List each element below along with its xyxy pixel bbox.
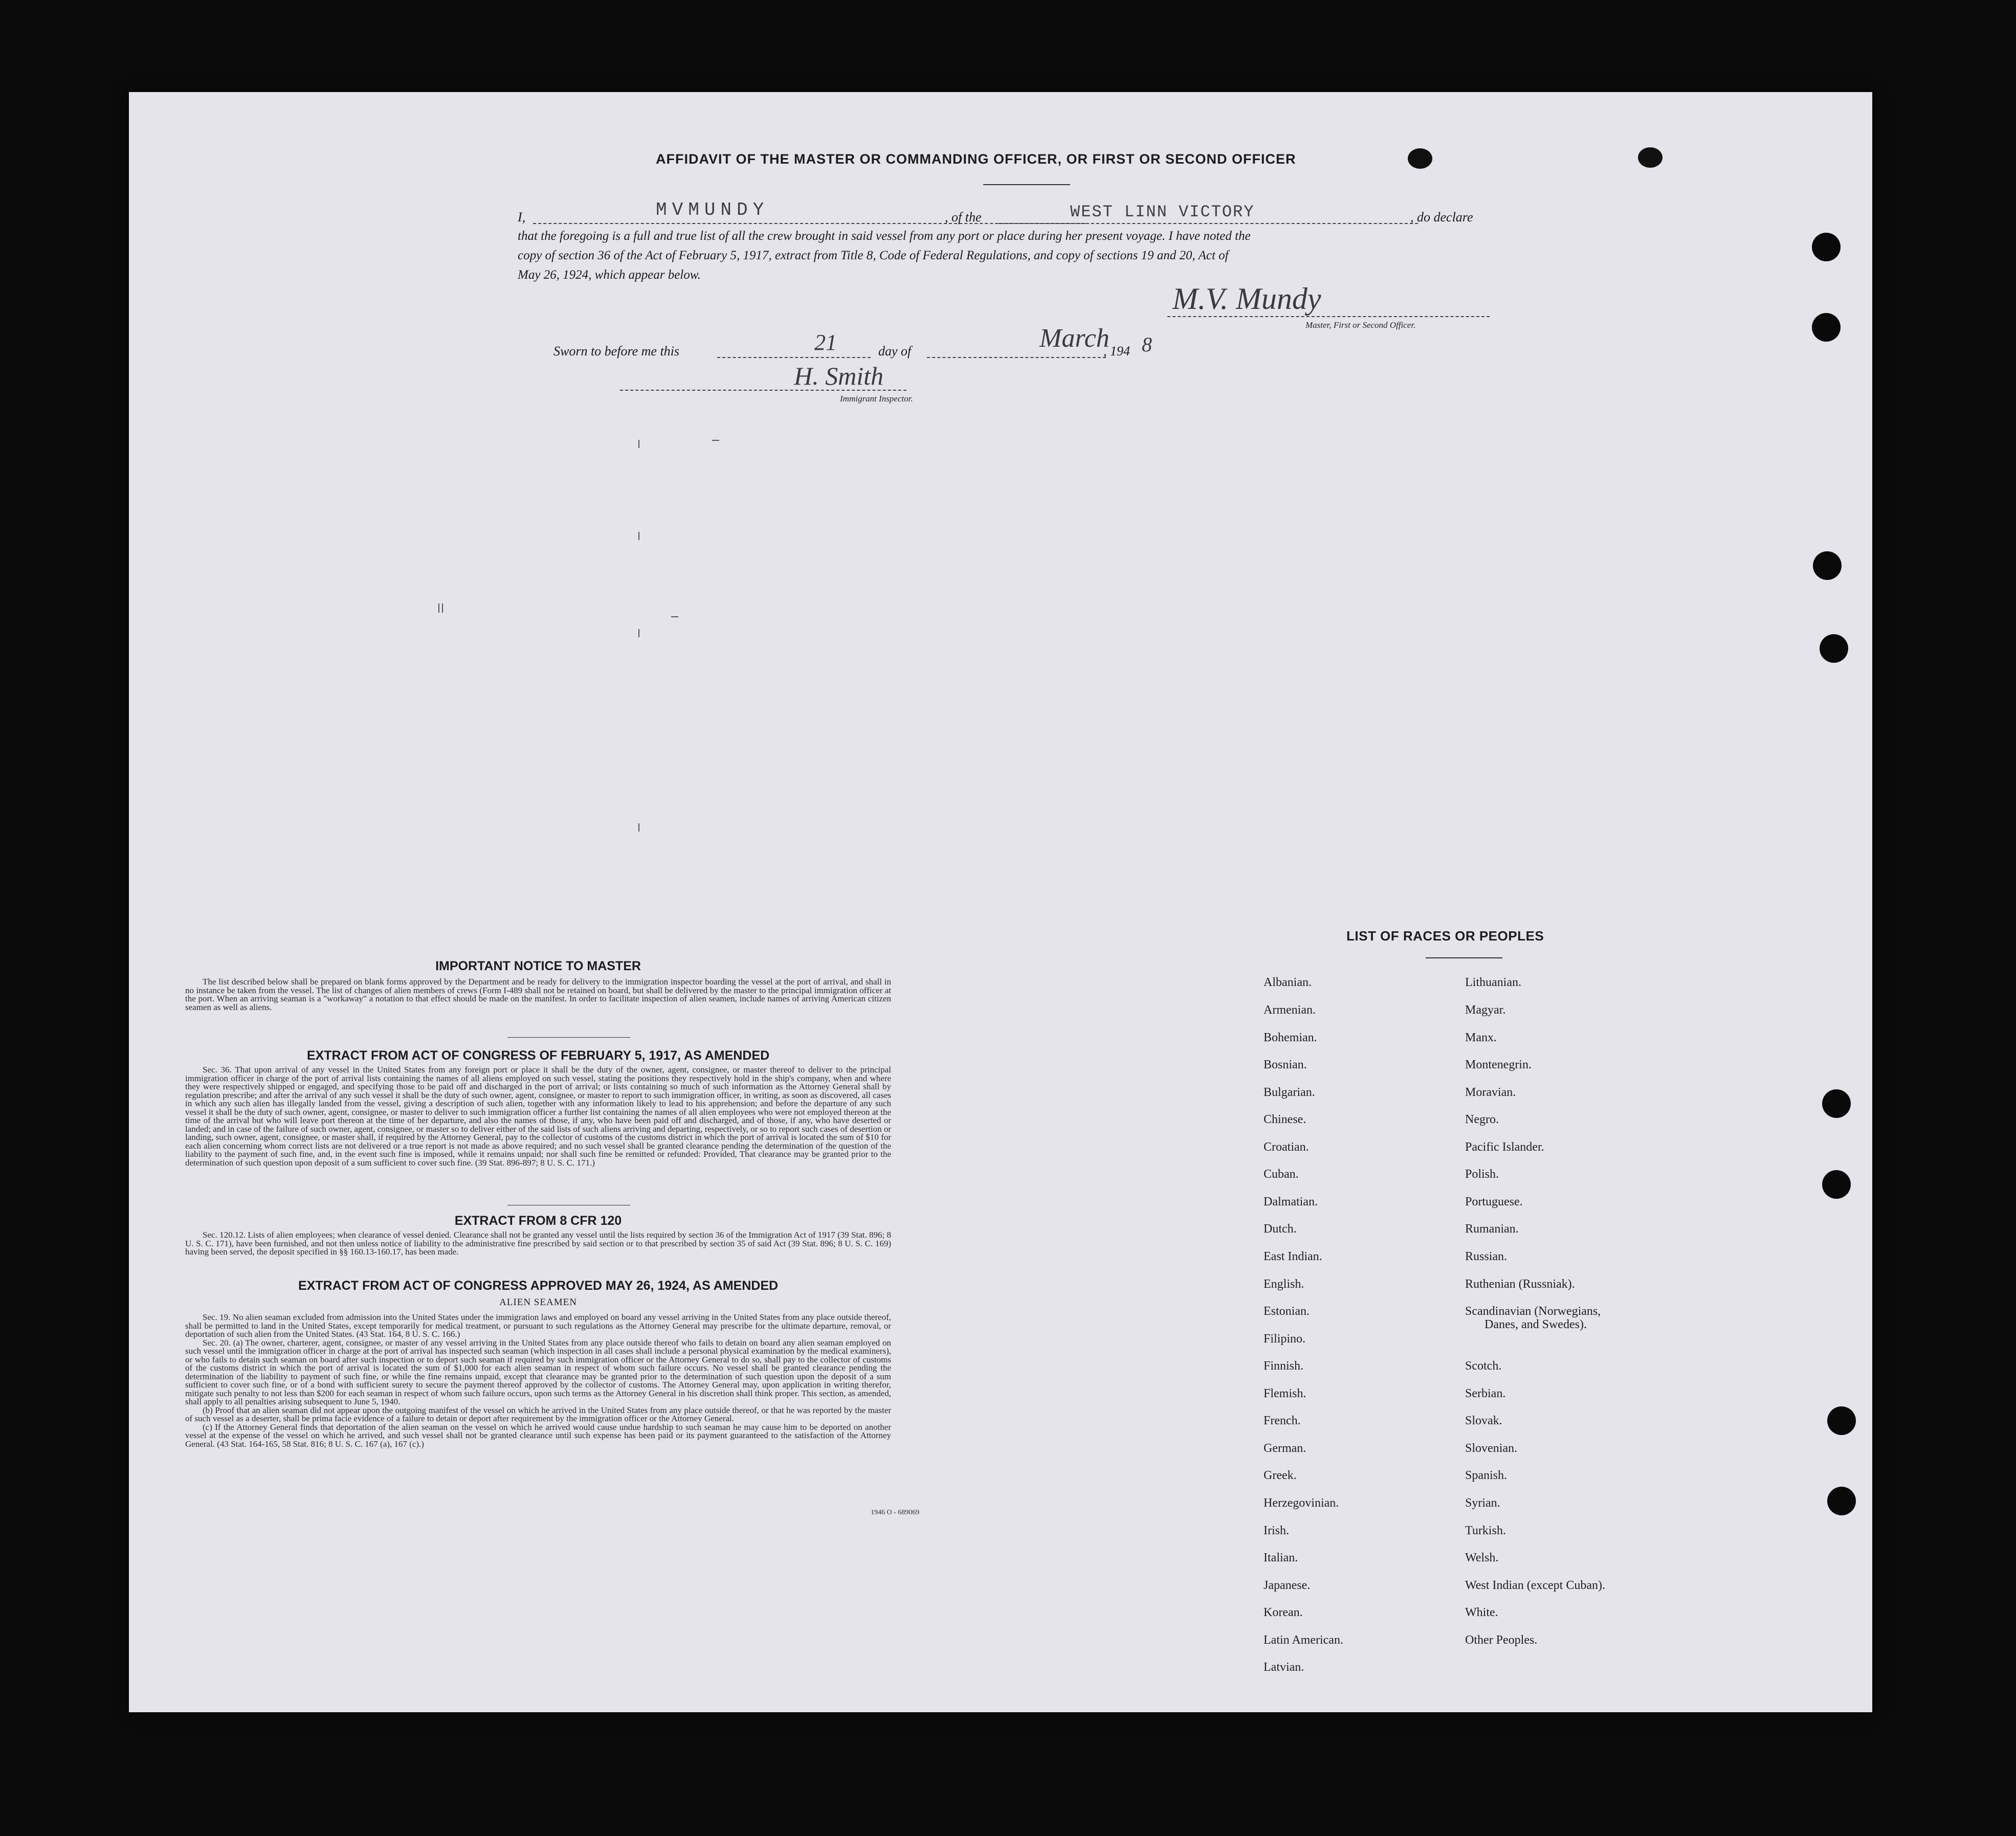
inspector-signature-line — [620, 390, 906, 391]
race-left-item: Croatian. — [1264, 1140, 1309, 1154]
race-left-item: Japanese. — [1264, 1579, 1311, 1592]
race-left-item: Albanian. — [1264, 976, 1312, 989]
declaration-line-2: copy of section 36 of the Act of February 5, 1917, extract from Title 8, Code of Federal Regulations, and copy of sections 19 and 20, Act of — [518, 249, 1229, 262]
binder-hole — [1813, 551, 1842, 580]
race-left-item: Korean. — [1264, 1606, 1303, 1619]
race-right-item: Montenegrin. — [1465, 1058, 1532, 1071]
affidavit-title: AFFIDAVIT OF THE MASTER OR COMMANDING OFFICER, OR FIRST OR SECOND OFFICER — [656, 151, 1296, 167]
ink-blot — [1408, 148, 1432, 169]
race-left-item: Flemish. — [1264, 1387, 1306, 1400]
race-left-item: Cuban. — [1264, 1168, 1299, 1181]
race-left-item: Latvian. — [1264, 1661, 1304, 1674]
extract-1924-text — [185, 1313, 891, 1448]
document-page — [129, 92, 1872, 1712]
binder-hole — [1812, 233, 1841, 261]
race-left-item: Finnish. — [1264, 1359, 1304, 1373]
vessel-field-line — [999, 223, 1418, 224]
ink-blot — [1638, 147, 1663, 168]
binder-hole — [1822, 1089, 1851, 1118]
notice-title: IMPORTANT NOTICE TO MASTER — [435, 959, 641, 973]
inspector-caption: Immigrant Inspector. — [840, 394, 913, 404]
race-left-item: Dutch. — [1264, 1222, 1297, 1236]
binder-hole — [1812, 313, 1841, 342]
extract-1924-paragraph: Sec. 20. (a) The owner, charterer, agent, consignee, or master of any vessel arriving in the United States from any place outside thereof who fails to detain on board any alien seaman employed on such vessel until the immigration officer in charge at the port of arrival has inspected such seaman (which inspection in all cases shall include a personal physical examination by the medical examiners), or who fails to detain such seaman on board after such inspection or to deport such seaman if required by such immigration officer or the Attorney General to do so, shall pay to the collector of customs of the customs district in which the port of arrival is located the sum of $1,000 for each alien seaman in respect of whom such failure occurs. No vessel shall be granted clearance pending the determination of the liability to payment of such fine, or while the fine remains unpaid, except that clearance may be granted prior to the determination of such question upon the deposit of a sum sufficient to cover such fine, or of a bond with sufficient surety to secure the payment thereof approved by the collector of customs. The Attorney General may, upon application in writing therefor, mitigate such penalty to not less than $200 for each seaman in respect of whom such failure occurs, upon such terms as the Attorney General in his discretion shall think proper. This section, as amended, shall apply to all penalties arising subsequent to June 5, 1940. — [185, 1337, 891, 1406]
race-right-item: Syrian. — [1465, 1496, 1500, 1510]
sworn-month: March — [1039, 324, 1110, 353]
race-right-item: Turkish. — [1465, 1524, 1506, 1537]
master-signature-line — [1167, 316, 1490, 317]
races-title: LIST OF RACES OR PEOPLES — [1346, 928, 1544, 944]
binder-hole — [1820, 634, 1848, 663]
master-name-handwritten: MVMUNDY — [656, 199, 769, 220]
race-right-item: Moravian. — [1465, 1086, 1516, 1099]
month-field-line — [927, 357, 1106, 358]
sworn-day: 21 — [814, 330, 837, 355]
race-right-item: Rumanian. — [1465, 1222, 1519, 1236]
day-of-label: day of — [878, 344, 912, 359]
extract-1917-paragraph: Sec. 36. That upon arrival of any vessel in the United States from any foreign port or place it shall be the duty of the owner, agent, consignee, or master thereof to deliver to the principal immigration officer in charge of the port of arrival lists containing the names of all aliens employed on such vessel, stating the positions they respectively hold in the ship's company, when and where they were respectively shipped or engaged, and specifying those to be paid off and discharged in the port of arrival; or lists containing so much of such information as the Attorney General shall by regulation prescribe; and after the arrival of any such vessel it shall be the duty of such owner, agent, consignee, or master to report to such immigration officer, in writing, as soon as discovered, all cases in which any such alien has illegally landed from the vessel, giving a description of such alien, together with any information likely to lead to his apprehension; and before the departure of any such vessel it shall be the duty of such owner, agent, consignee, or master to deliver to such immigration officer a further list containing the names of all alien employees who were not employed thereon at the time of the arrival but who will leave port thereon at the time of her departure, and also the names of those, if any, who have been paid off and discharged, and of those, if any, who have deserted or landed; and in case of the failure of such owner, agent, consignee, or master so to deliver either of the said lists of such aliens arriving and departing, respectively, or so to report such cases of desertion or landing, such owner, agent, consignee, or master shall, if required by the Attorney General, pay to the collector of customs of the customs district in which the port of arrival is located the sum of $10 for each alien concerning whom correct lists are not delivered or a true report is not made as above required; and no such vessel shall be granted clearance pending the determination of the question of the liability to the payment of such fine, and, in the event such fine is imposed, while it remains unpaid; nor shall such fine be remitted or refunded: Provided, That clearance may be granted prior to the determination of such question upon deposit of a sum sufficient to cover such fine. (39 Stat. 896-897; 8 U. S. C. 171.) — [185, 1065, 891, 1168]
race-left-item: Chinese. — [1264, 1113, 1306, 1126]
race-right-item: Slovak. — [1465, 1414, 1502, 1427]
race-right-item: Magyar. — [1465, 1003, 1506, 1017]
race-right-item: Polish. — [1465, 1168, 1499, 1181]
race-right-item: West Indian (except Cuban). — [1465, 1579, 1605, 1592]
sworn-label: Sworn to before me this — [553, 344, 680, 359]
extract-cfr-title: EXTRACT FROM 8 CFR 120 — [454, 1214, 622, 1228]
of-the-label: , of the — [945, 210, 982, 225]
extract-1924-paragraph: (b) Proof that an alien seaman did not appear upon the outgoing manifest of the vessel on which he arrived in the United States from any place outside thereof, or that he was reported by the master of such vessel as a deserter, shall be prima facie evidence of a failure to detain or deport after requirement by the immigration officer or the Attorney General. — [185, 1405, 891, 1423]
extract-1924-subtitle: ALIEN SEAMEN — [499, 1297, 577, 1308]
race-right-item: Russian. — [1465, 1250, 1508, 1263]
race-right-item: Scotch. — [1465, 1359, 1502, 1373]
sworn-year-digit: 8 — [1142, 333, 1152, 356]
race-left-item: German. — [1264, 1442, 1306, 1455]
race-right-item: Manx. — [1465, 1031, 1497, 1044]
race-left-item: Bosnian. — [1264, 1058, 1307, 1071]
race-right-item: White. — [1465, 1606, 1498, 1619]
extract-1917-text — [185, 1066, 891, 1167]
race-left-item: French. — [1264, 1414, 1301, 1427]
race-left-item: Dalmatian. — [1264, 1195, 1318, 1208]
binder-hole — [1827, 1406, 1856, 1435]
race-left-item: Bohemian. — [1264, 1031, 1317, 1044]
race-right-item: Slovenian. — [1465, 1442, 1517, 1455]
extract-1924-paragraph: Sec. 19. No alien seaman excluded from admission into the United States under the immigration laws and employed on board any vessel arriving in the United States from any place outside thereof, shall be permitted to land in the United States, except temporarily for medical treatment, or pursuant to such regulations as the Attorney General may prescribe for the ultimate departure, removal, or deportation of such alien from the United States. (43 Stat. 164, 8 U. S. C. 166.) — [185, 1312, 891, 1339]
master-caption: Master, First or Second Officer. — [1305, 320, 1416, 330]
binder-hole — [1827, 1487, 1856, 1515]
race-left-item: Estonian. — [1264, 1305, 1310, 1318]
race-right-item: Lithuanian. — [1465, 976, 1521, 989]
declaration-line-1: that the foregoing is a full and true list of all the crew brought in said vessel from any port or place during her present voyage. I have noted the — [518, 229, 1251, 243]
race-right-item: Welsh. — [1465, 1551, 1499, 1564]
race-left-item: Armenian. — [1264, 1003, 1316, 1017]
race-right-item: Danes, and Swedes). — [1485, 1318, 1587, 1331]
print-code: 1946 O - 689069 — [871, 1509, 920, 1516]
race-left-item: Greek. — [1264, 1469, 1297, 1482]
intro-word: I, — [518, 210, 526, 225]
year-prefix: , 194 — [1103, 344, 1130, 359]
vessel-name: WEST LINN VICTORY — [1070, 203, 1255, 221]
races-title-rule — [1426, 957, 1502, 958]
do-declare-label: , do declare — [1410, 210, 1473, 225]
race-left-item: Italian. — [1264, 1551, 1298, 1564]
race-left-item: Bulgarian. — [1264, 1086, 1315, 1099]
race-left-item: Filipino. — [1264, 1332, 1306, 1346]
race-right-item: Ruthenian (Russniak). — [1465, 1278, 1575, 1291]
title-rule — [983, 184, 1070, 185]
inspector-signature: H. Smith — [794, 362, 883, 390]
binder-hole — [1822, 1170, 1851, 1199]
notice-text — [185, 978, 891, 1012]
race-left-item: Latin American. — [1264, 1633, 1343, 1647]
race-left-item: Irish. — [1264, 1524, 1289, 1537]
race-left-item: East Indian. — [1264, 1250, 1322, 1263]
notice-paragraph: The list described below shall be prepared on blank forms approved by the Department and be ready for delivery to the immigration inspector boarding the vessel at the port of arrival, and shall in no instance be taken from the vessel. The list of changes of alien members of crews (Form I-489 shall not be retained on board, but shall be delivered by the master to the principal immigration officer at the port. When an arriving seaman is a "workaway" a notation to that effect should be made on the manifest. In order to facilitate inspection of alien seamen, include names of arriving American citizen seamen as well as aliens. — [185, 977, 891, 1012]
master-signature: M.V. Mundy — [1172, 282, 1321, 316]
race-left-item: English. — [1264, 1278, 1304, 1291]
race-right-item: Scandinavian (Norwegians, — [1465, 1305, 1601, 1318]
extract-1924-paragraph: (c) If the Attorney General finds that deportation of the alien seaman on the vessel on which he arrived would cause undue hardship to such seaman he may cause him to be deported on another vessel at the expense of the vessel on which he arrived, and such vessel shall not be granted clearance until such expense has been paid or its payment guaranteed to the satisfaction of the Attorney General. (43 Stat. 164-165, 58 Stat. 816; 8 U. S. C. 167 (a), 167 (c).) — [185, 1422, 891, 1449]
race-right-item: Other Peoples. — [1465, 1633, 1538, 1647]
day-field-line — [717, 357, 871, 358]
declaration-line-3: May 26, 1924, which appear below. — [518, 268, 701, 282]
race-right-item: Pacific Islander. — [1465, 1140, 1544, 1154]
race-right-item: Portuguese. — [1465, 1195, 1523, 1208]
race-right-item: Negro. — [1465, 1113, 1499, 1126]
race-left-item: Herzegovinian. — [1264, 1496, 1339, 1510]
section-rule — [507, 1037, 630, 1038]
extract-1917-title: EXTRACT FROM ACT OF CONGRESS OF FEBRUARY 5, 1917, AS AMENDED — [306, 1048, 770, 1063]
extract-1924-title: EXTRACT FROM ACT OF CONGRESS APPROVED MAY 26, 1924, AS AMENDED — [298, 1279, 779, 1293]
extract-cfr-text — [185, 1231, 891, 1257]
race-right-item: Serbian. — [1465, 1387, 1506, 1400]
extract-cfr-paragraph: Sec. 120.12. Lists of alien employees; when clearance of vessel denied. Clearance shall not be granted any vessel until the lists required by section 36 of the Immigration Act of 1917 (39 Stat. 896; 8 U. S. C. 171), have been furnished, and not then unless notice of liability to the administrative fine prescribed by said section or to that prescribed by section 35 of said Act (39 Stat. 896; 8 U. S. C. 169) having been served, the deposit specified in §§ 160.13-160.17, has been made. — [185, 1230, 891, 1257]
race-right-item: Spanish. — [1465, 1469, 1508, 1482]
